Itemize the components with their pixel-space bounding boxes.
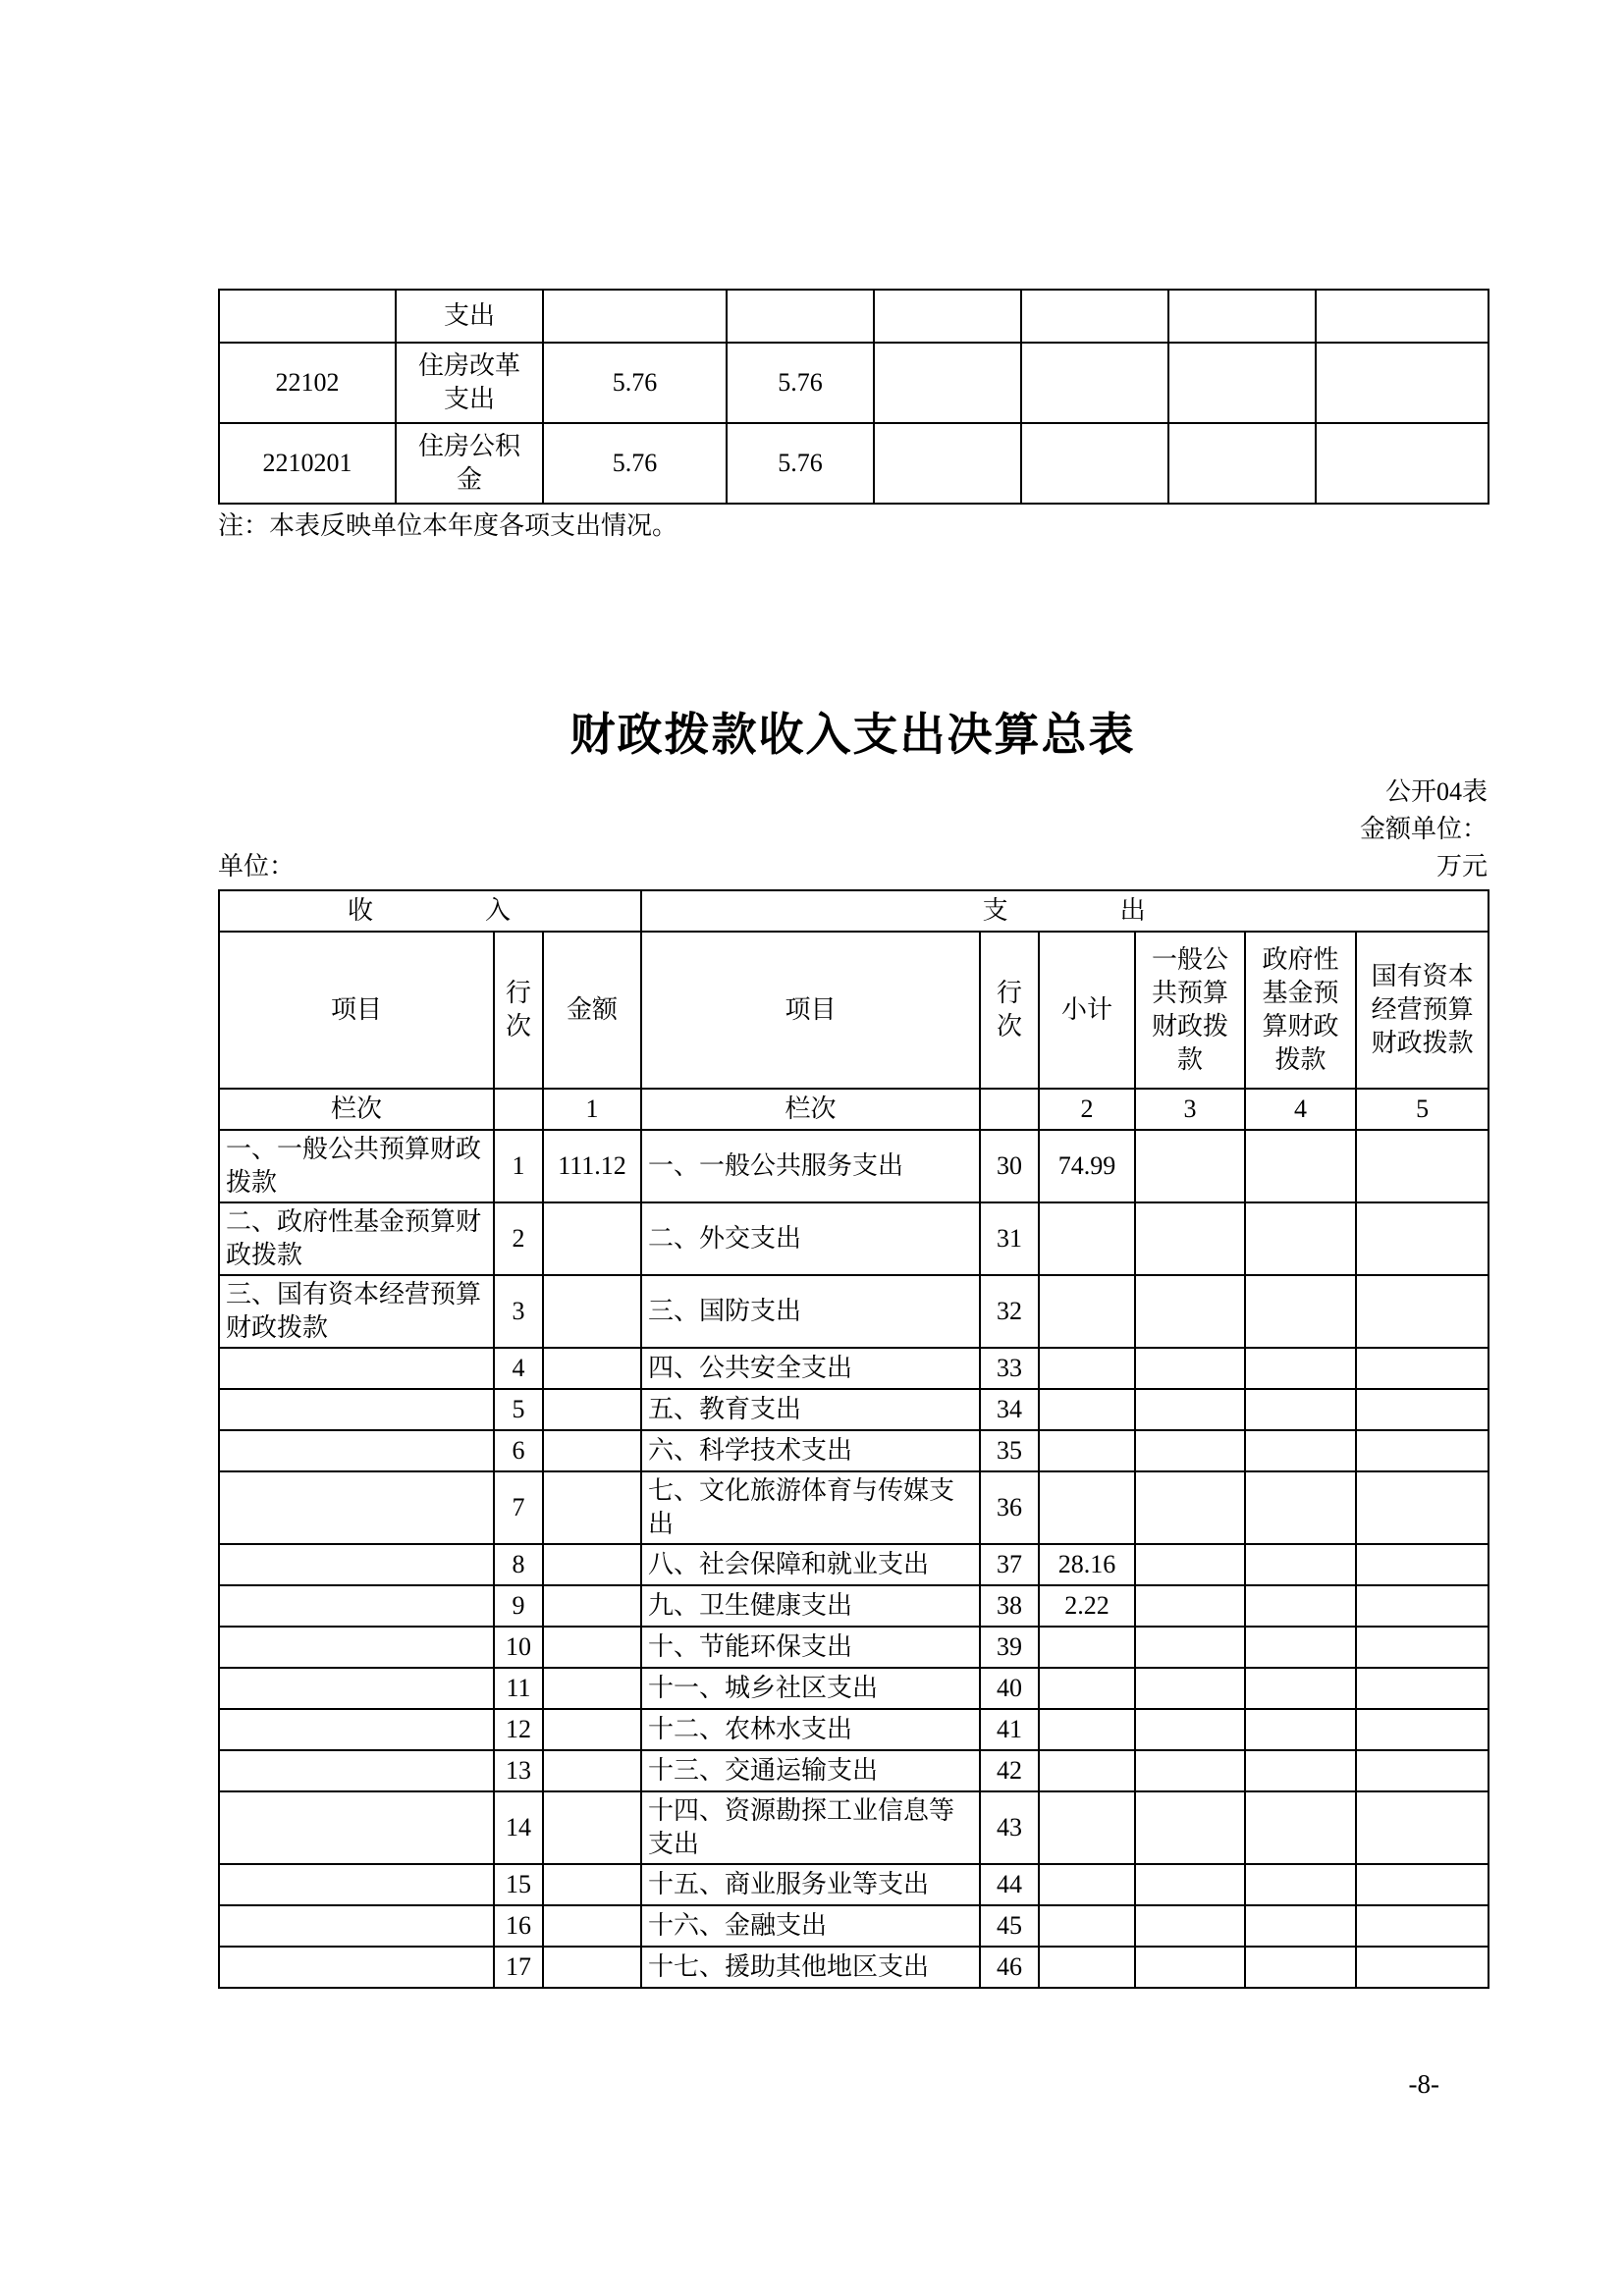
fiscal-row — [219, 1130, 1489, 1202]
cell-income-amount — [543, 1709, 641, 1750]
cell-income-line: 15 — [494, 1864, 543, 1905]
fiscal-row — [219, 1471, 1489, 1544]
cell-income-line: 1 — [494, 1130, 543, 1202]
continuation-cell — [874, 343, 1021, 423]
cell-income-item: 二、政府性基金预算财政拨款 — [219, 1202, 494, 1275]
cell-exp-line: 41 — [980, 1709, 1039, 1750]
cell-gov-fund — [1245, 1709, 1356, 1750]
cell-subtotal — [1039, 1864, 1135, 1905]
income-section-header: 收 入 — [219, 890, 641, 932]
cell-general — [1135, 1791, 1245, 1864]
cell-income-item — [219, 1709, 494, 1750]
cell-exp-item: 十一、城乡社区支出 — [641, 1668, 980, 1709]
continuation-cell — [1316, 423, 1489, 504]
cell-income-amount — [543, 1791, 641, 1864]
cell-general — [1135, 1947, 1245, 1988]
cell-income-line: 17 — [494, 1947, 543, 1988]
index-col-2: 2 — [1039, 1089, 1135, 1130]
cell-exp-item: 七、文化旅游体育与传媒支出 — [641, 1471, 980, 1544]
cell-subtotal: 74.99 — [1039, 1130, 1135, 1202]
cell-exp-line: 43 — [980, 1791, 1039, 1864]
cell-exp-item: 一、一般公共服务支出 — [641, 1130, 980, 1202]
income-index-blank — [494, 1089, 543, 1130]
continuation-cell: 支出 — [396, 290, 543, 343]
continuation-row — [219, 423, 1489, 504]
cell-state-capital — [1356, 1471, 1489, 1544]
continuation-cell — [1021, 343, 1168, 423]
continuation-cell — [727, 290, 874, 343]
cell-gov-fund — [1245, 1668, 1356, 1709]
cell-general — [1135, 1471, 1245, 1544]
index-col-5: 5 — [1356, 1089, 1489, 1130]
expenditure-continuation-table — [218, 289, 1489, 505]
cell-exp-line: 32 — [980, 1275, 1039, 1348]
cell-general — [1135, 1627, 1245, 1668]
cell-income-item — [219, 1791, 494, 1864]
cell-exp-line: 38 — [980, 1585, 1039, 1627]
cell-income-amount — [543, 1750, 641, 1791]
cell-gov-fund — [1245, 1864, 1356, 1905]
cell-exp-line: 37 — [980, 1544, 1039, 1585]
cell-exp-item: 十五、商业服务业等支出 — [641, 1864, 980, 1905]
continuation-cell: 5.76 — [727, 423, 874, 504]
cell-income-amount — [543, 1947, 641, 1988]
fiscal-row — [219, 1430, 1489, 1471]
cell-gov-fund — [1245, 1202, 1356, 1275]
table-note: 注：本表反映单位本年度各项支出情况。 — [218, 511, 678, 540]
gov-fund-header: 政府性基金预算财政拨款 — [1245, 932, 1356, 1089]
cell-exp-item: 九、卫生健康支出 — [641, 1585, 980, 1627]
cell-exp-line: 46 — [980, 1947, 1039, 1988]
cell-state-capital — [1356, 1544, 1489, 1585]
cell-income-amount — [543, 1627, 641, 1668]
cell-exp-item: 十、节能环保支出 — [641, 1627, 980, 1668]
cell-subtotal — [1039, 1471, 1135, 1544]
cell-exp-line: 31 — [980, 1202, 1039, 1275]
cell-income-amount — [543, 1544, 641, 1585]
cell-income-line: 2 — [494, 1202, 543, 1275]
cell-income-line: 4 — [494, 1348, 543, 1389]
cell-subtotal — [1039, 1668, 1135, 1709]
cell-gov-fund — [1245, 1389, 1356, 1430]
cell-exp-item: 三、国防支出 — [641, 1275, 980, 1348]
page-number: -8- — [1408, 2069, 1439, 2099]
cell-subtotal: 2.22 — [1039, 1585, 1135, 1627]
org-label: 单位： — [218, 852, 296, 881]
cell-exp-item: 十六、金融支出 — [641, 1905, 980, 1947]
cell-general — [1135, 1750, 1245, 1791]
fiscal-row — [219, 1348, 1489, 1389]
income-item-header: 项目 — [219, 932, 494, 1089]
cell-subtotal — [1039, 1202, 1135, 1275]
cell-income-amount — [543, 1864, 641, 1905]
cell-gov-fund — [1245, 1947, 1356, 1988]
continuation-cell — [874, 423, 1021, 504]
cell-income-item — [219, 1585, 494, 1627]
cell-general — [1135, 1544, 1245, 1585]
cell-state-capital — [1356, 1750, 1489, 1791]
cell-subtotal — [1039, 1389, 1135, 1430]
income-index-label: 栏次 — [219, 1089, 494, 1130]
continuation-row — [219, 290, 1489, 343]
fiscal-row — [219, 1627, 1489, 1668]
cell-exp-line: 35 — [980, 1430, 1039, 1471]
cell-state-capital — [1356, 1709, 1489, 1750]
general-budget-header: 一般公共预算财政拨款 — [1135, 932, 1245, 1089]
amount-unit-label: 金额单位： — [1359, 815, 1488, 843]
cell-gov-fund — [1245, 1130, 1356, 1202]
cell-subtotal — [1039, 1750, 1135, 1791]
cell-subtotal — [1039, 1791, 1135, 1864]
cell-general — [1135, 1430, 1245, 1471]
cell-income-amount — [543, 1668, 641, 1709]
income-line-header: 行次 — [494, 932, 543, 1089]
fiscal-row — [219, 1585, 1489, 1627]
cell-exp-item: 十四、资源勘探工业信息等支出 — [641, 1791, 980, 1864]
cell-state-capital — [1356, 1668, 1489, 1709]
fiscal-summary-table — [218, 889, 1489, 1989]
cell-gov-fund — [1245, 1627, 1356, 1668]
cell-income-item — [219, 1544, 494, 1585]
cell-subtotal — [1039, 1905, 1135, 1947]
exp-index-blank — [980, 1089, 1039, 1130]
cell-income-line: 3 — [494, 1275, 543, 1348]
index-col-1: 1 — [543, 1089, 641, 1130]
cell-exp-line: 42 — [980, 1750, 1039, 1791]
continuation-cell — [874, 290, 1021, 343]
cell-income-amount — [543, 1585, 641, 1627]
continuation-cell: 5.76 — [727, 343, 874, 423]
cell-subtotal — [1039, 1430, 1135, 1471]
cell-income-item — [219, 1864, 494, 1905]
cell-general — [1135, 1348, 1245, 1389]
index-col-3: 3 — [1135, 1089, 1245, 1130]
cell-general — [1135, 1864, 1245, 1905]
cell-exp-line: 39 — [980, 1627, 1039, 1668]
cell-income-item — [219, 1348, 494, 1389]
cell-income-amount — [543, 1905, 641, 1947]
continuation-cell — [1168, 423, 1316, 504]
cell-state-capital — [1356, 1947, 1489, 1988]
cell-exp-line: 45 — [980, 1905, 1039, 1947]
fiscal-table-title: 财政拨款收入支出决算总表 — [569, 709, 1136, 760]
page-content — [218, 0, 1488, 1989]
cell-gov-fund — [1245, 1471, 1356, 1544]
cell-income-line: 5 — [494, 1389, 543, 1430]
cell-subtotal: 28.16 — [1039, 1544, 1135, 1585]
cell-state-capital — [1356, 1348, 1489, 1389]
continuation-row — [219, 343, 1489, 423]
cell-income-line: 9 — [494, 1585, 543, 1627]
fiscal-row — [219, 1709, 1489, 1750]
column-header-row — [219, 932, 1489, 1089]
doc-label: 公开04表 — [1384, 777, 1488, 806]
exp-item-header: 项目 — [641, 932, 980, 1089]
cell-general — [1135, 1585, 1245, 1627]
fiscal-row — [219, 1544, 1489, 1585]
fiscal-row — [219, 1668, 1489, 1709]
cell-income-item: 一、一般公共预算财政拨款 — [219, 1130, 494, 1202]
expenditure-section-header: 支 出 — [641, 890, 1489, 932]
continuation-cell — [1168, 290, 1316, 343]
cell-exp-line: 36 — [980, 1471, 1039, 1544]
continuation-cell: 住房公积金 — [396, 423, 543, 504]
cell-income-amount — [543, 1389, 641, 1430]
cell-gov-fund — [1245, 1585, 1356, 1627]
cell-gov-fund — [1245, 1791, 1356, 1864]
cell-state-capital — [1356, 1202, 1489, 1275]
cell-income-item: 三、国有资本经营预算财政拨款 — [219, 1275, 494, 1348]
cell-income-item — [219, 1947, 494, 1988]
fiscal-row — [219, 1905, 1489, 1947]
continuation-cell — [1316, 343, 1489, 423]
cell-income-amount — [543, 1471, 641, 1544]
cell-income-line: 6 — [494, 1430, 543, 1471]
continuation-cell: 22102 — [219, 343, 396, 423]
continuation-cell — [219, 290, 396, 343]
cell-general — [1135, 1275, 1245, 1348]
cell-subtotal — [1039, 1348, 1135, 1389]
cell-income-line: 12 — [494, 1709, 543, 1750]
cell-exp-item: 十二、农林水支出 — [641, 1709, 980, 1750]
cell-income-item — [219, 1389, 494, 1430]
income-amount-header: 金额 — [543, 932, 641, 1089]
cell-exp-line: 34 — [980, 1389, 1039, 1430]
cell-income-line: 16 — [494, 1905, 543, 1947]
cell-exp-line: 33 — [980, 1348, 1039, 1389]
cell-general — [1135, 1905, 1245, 1947]
cell-exp-item: 八、社会保障和就业支出 — [641, 1544, 980, 1585]
continuation-cell — [543, 290, 727, 343]
cell-subtotal — [1039, 1275, 1135, 1348]
fiscal-row — [219, 1864, 1489, 1905]
subtotal-header: 小计 — [1039, 932, 1135, 1089]
cell-exp-item: 二、外交支出 — [641, 1202, 980, 1275]
cell-exp-item: 四、公共安全支出 — [641, 1348, 980, 1389]
cell-income-line: 13 — [494, 1750, 543, 1791]
cell-income-amount: 111.12 — [543, 1130, 641, 1202]
cell-income-item — [219, 1668, 494, 1709]
state-capital-header: 国有资本经营预算财政拨款 — [1356, 932, 1489, 1089]
cell-income-amount — [543, 1202, 641, 1275]
cell-income-item — [219, 1627, 494, 1668]
cell-income-line: 8 — [494, 1544, 543, 1585]
cell-gov-fund — [1245, 1348, 1356, 1389]
cell-state-capital — [1356, 1791, 1489, 1864]
continuation-cell — [1316, 290, 1489, 343]
fiscal-row — [219, 1389, 1489, 1430]
column-index-row — [219, 1089, 1489, 1130]
fiscal-row — [219, 1202, 1489, 1275]
currency-unit: 万元 — [1435, 852, 1488, 881]
continuation-cell — [1021, 290, 1168, 343]
continuation-cell: 5.76 — [543, 343, 727, 423]
continuation-cell — [1168, 343, 1316, 423]
cell-exp-item: 五、教育支出 — [641, 1389, 980, 1430]
cell-exp-item: 六、科学技术支出 — [641, 1430, 980, 1471]
fiscal-row — [219, 1750, 1489, 1791]
cell-income-amount — [543, 1348, 641, 1389]
cell-exp-item: 十七、援助其他地区支出 — [641, 1947, 980, 1988]
cell-income-item — [219, 1430, 494, 1471]
exp-index-label: 栏次 — [641, 1089, 980, 1130]
cell-general — [1135, 1709, 1245, 1750]
fiscal-row — [219, 1947, 1489, 1988]
fiscal-row — [219, 1791, 1489, 1864]
cell-gov-fund — [1245, 1750, 1356, 1791]
cell-general — [1135, 1202, 1245, 1275]
cell-general — [1135, 1389, 1245, 1430]
cell-income-item — [219, 1750, 494, 1791]
cell-state-capital — [1356, 1905, 1489, 1947]
cell-income-line: 14 — [494, 1791, 543, 1864]
cell-exp-line: 44 — [980, 1864, 1039, 1905]
cell-state-capital — [1356, 1130, 1489, 1202]
cell-income-item — [219, 1471, 494, 1544]
cell-general — [1135, 1668, 1245, 1709]
cell-gov-fund — [1245, 1544, 1356, 1585]
cell-exp-item: 十三、交通运输支出 — [641, 1750, 980, 1791]
cell-income-item — [219, 1905, 494, 1947]
cell-exp-line: 30 — [980, 1130, 1039, 1202]
cell-state-capital — [1356, 1275, 1489, 1348]
cell-subtotal — [1039, 1709, 1135, 1750]
cell-income-amount — [543, 1275, 641, 1348]
cell-gov-fund — [1245, 1275, 1356, 1348]
continuation-cell — [1021, 423, 1168, 504]
cell-exp-line: 40 — [980, 1668, 1039, 1709]
cell-state-capital — [1356, 1430, 1489, 1471]
fiscal-row — [219, 1275, 1489, 1348]
cell-state-capital — [1356, 1585, 1489, 1627]
continuation-cell: 2210201 — [219, 423, 396, 504]
exp-line-header: 行次 — [980, 932, 1039, 1089]
cell-state-capital — [1356, 1864, 1489, 1905]
cell-subtotal — [1039, 1947, 1135, 1988]
cell-income-line: 11 — [494, 1668, 543, 1709]
section-header-row — [219, 890, 1489, 932]
cell-income-amount — [543, 1430, 641, 1471]
cell-state-capital — [1356, 1627, 1489, 1668]
continuation-cell: 5.76 — [543, 423, 727, 504]
cell-subtotal — [1039, 1627, 1135, 1668]
cell-income-line: 7 — [494, 1471, 543, 1544]
cell-gov-fund — [1245, 1905, 1356, 1947]
continuation-cell: 住房改革支出 — [396, 343, 543, 423]
unit-row — [218, 848, 1488, 885]
cell-income-line: 10 — [494, 1627, 543, 1668]
cell-gov-fund — [1245, 1430, 1356, 1471]
cell-general — [1135, 1130, 1245, 1202]
index-col-4: 4 — [1245, 1089, 1356, 1130]
cell-state-capital — [1356, 1389, 1489, 1430]
